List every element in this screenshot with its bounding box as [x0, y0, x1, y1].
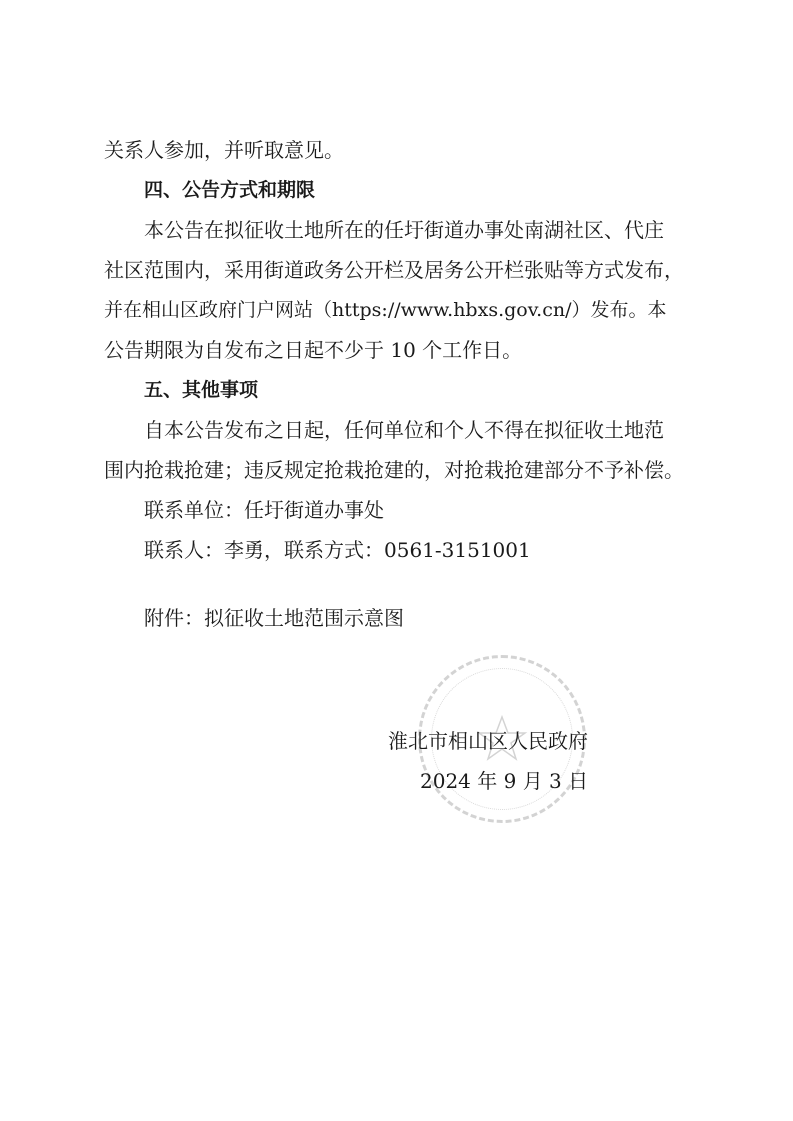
body-line: 公告期限为自发布之日起不少于 10 个工作日。 [104, 338, 523, 362]
contact-unit: 联系单位：任圩街道办事处 [144, 498, 384, 522]
body-line: 社区范围内，采用街道政务公开栏及居务公开栏张贴等方式发布， [104, 258, 684, 282]
attachment-note: 附件：拟征收土地范围示意图 [144, 606, 404, 630]
issue-date: 2024 年 9 月 3 日 [420, 769, 589, 793]
contact-person: 联系人：李勇，联系方式：0561-3151001 [144, 538, 531, 562]
section-heading-5: 五、其他事项 [144, 379, 259, 401]
body-line: 关系人参加，并听取意见。 [104, 138, 344, 162]
body-line: 本公告在拟征收土地所在的任圩街道办事处南湖社区、代庄 [144, 218, 664, 242]
body-line: 并在相山区政府门户网站（https://www.hbxs.gov.cn/）发布。本 [104, 299, 667, 321]
body-line: 围内抢栽抢建；违反规定抢栽抢建的，对抢栽抢建部分不予补偿。 [104, 458, 684, 482]
body-line: 自本公告发布之日起，任何单位和个人不得在拟征收土地范 [144, 418, 664, 442]
issuer-name: 淮北市相山区人民政府 [388, 729, 588, 753]
section-heading-4: 四、公告方式和期限 [144, 179, 316, 201]
